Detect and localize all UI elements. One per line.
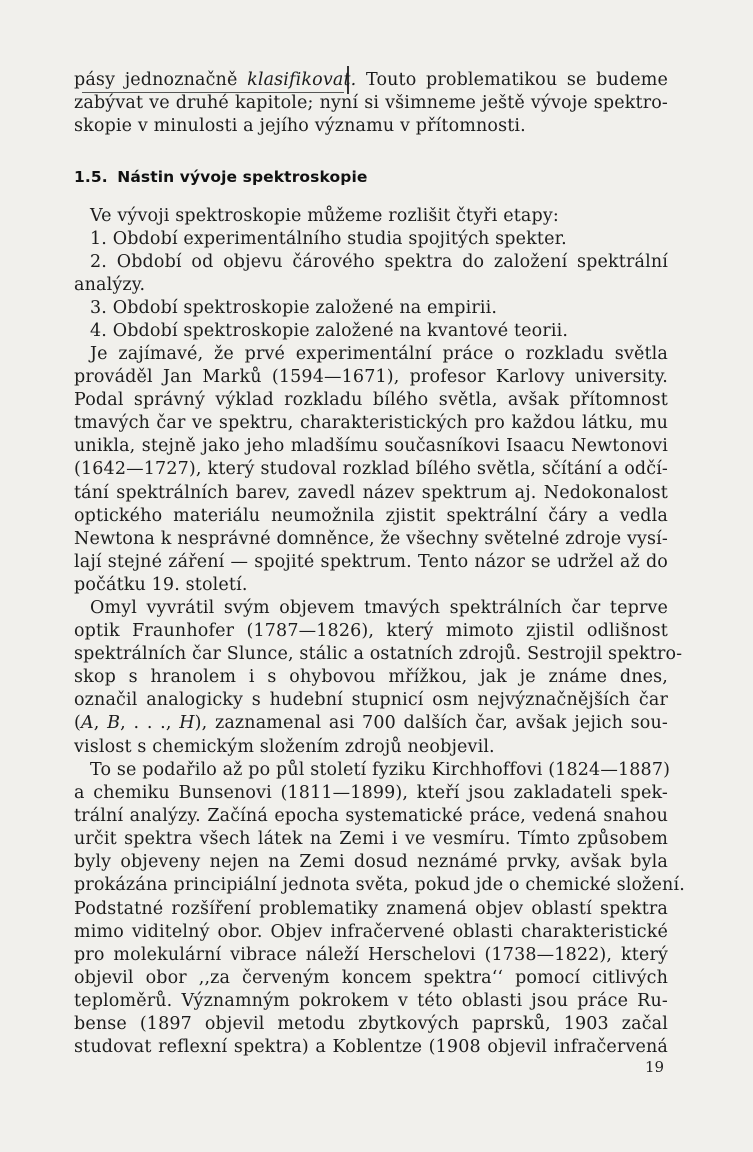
text-line: teploměrů. Významným pokrokem v této oblasti jsou práce Ru- <box>74 990 668 1011</box>
stage-item: 1. Období experimentálního studia spojitých spekter. <box>90 229 567 250</box>
text-line: To se podařilo až po půl století fyziku Kirchhoffovi (1824—1887) <box>90 760 671 780</box>
text-line: lají stejné záření — spojité spektrum. Tento názor se udržel až do <box>74 551 668 572</box>
paragraph-marku <box>74 343 668 597</box>
text-line: vislost s chemickým složením zdrojů neobjevil. <box>74 736 495 757</box>
text-line: skop s hranolem i s ohybovou mřížkou, jak je známe dnes, <box>74 667 668 688</box>
text-line: (1642—1727), který studoval rozklad bílého světla, sčítání a odčí- <box>74 459 668 480</box>
text-line: optického materiálu neumožnila zjistit spektrální čáry a vedla <box>74 505 668 526</box>
text-line: počátku 19. století. <box>74 574 248 595</box>
text-line: optik Fraunhofer (1787—1826), který mimoto zjistil odlišnost <box>74 621 668 642</box>
text-line: skopie v minulosti a jejího významu v přítomnosti. <box>74 116 526 137</box>
text-line: prokázána principiální jednota světa, pokud jde o chemické složení. <box>74 875 685 896</box>
text-line: spektrálních čar Slunce, stálic a ostatních zdrojů. Sestrojil spektro- <box>74 644 683 665</box>
text-line: označil analogicky s hudební stupnicí osm nejvýznačnějších čar <box>74 690 668 711</box>
text-line: tání spektrálních barev, zavedl název spektrum aj. Nedokonalost <box>74 482 668 503</box>
text-line: studovat reflexní spektra) a Koblentze (1908 objevil infračervená <box>74 1037 668 1058</box>
text-line: pásy jednoznačně klasifikovat. Touto problematikou se budeme <box>74 70 668 90</box>
text-line: bense (1897 objevil metodu zbytkových paprsků, 1903 začal <box>74 1014 668 1035</box>
text-line: mimo viditelný obor. Objev infračervené oblasti charakteristické <box>74 921 668 942</box>
italic-letter: H <box>179 713 195 734</box>
section-title: Nástin vývoje spektroskopie <box>117 168 368 186</box>
text-line: pro molekulární vibrace náleží Herschelovi (1738—1822), který <box>74 944 668 965</box>
text-line: zabývat ve druhé kapitole; nyní si všimneme ještě vývoje spektro- <box>74 93 668 114</box>
text-line: (A, B, . . ., H), zaznamenal asi 700 dalších čar, avšak jejich sou- <box>74 713 668 734</box>
text-line: byly objeveny nejen na Zemi dosud neznámé prvky, avšak byla <box>74 852 668 873</box>
text-line: trální analýzy. Začíná epocha systematické práce, vedená snahou <box>74 806 668 827</box>
page-number: 19 <box>645 1058 665 1076</box>
text-line: Je zajímavé, že prvé experimentální práce o rozkladu světla <box>90 344 668 364</box>
section-number: 1.5. <box>74 168 108 186</box>
text-line: Newtona k nesprávné domněnce, že všechny světelné zdroje vysí- <box>74 528 668 549</box>
stage-item: 3. Období spektroskopie založené na empirii. <box>90 298 498 319</box>
text-line: Podstatné rozšíření problematiky znamená objev oblastí spektra <box>74 898 668 919</box>
text-line: tmavých čar ve spektru, charakteristických pro každou látku, mu <box>74 413 668 434</box>
stages-intro: Ve vývoji spektroskopie můžeme rozlišit čtyři etapy: <box>90 206 559 226</box>
text-line: určit spektra všech látek na Zemi i ve vesmíru. Tímto způsobem <box>74 829 668 850</box>
text-line: Podal správný výklad rozkladu bílého světla, avšak přítomnost <box>74 390 668 411</box>
text-line: unikla, stejně jako jeho mladšímu současníkovi Isaacu Newtonovi <box>74 436 668 457</box>
paragraph-kirchhoff <box>74 759 685 1059</box>
text-line: prováděl Jan Marků (1594—1671), profesor Karlovy university. <box>74 367 668 388</box>
italic-letter: A <box>80 713 94 734</box>
section-heading <box>74 168 367 186</box>
intro-paragraph <box>74 69 668 138</box>
stages-block <box>74 205 668 344</box>
text-line: Omyl vyvrátil svým objevem tmavých spektrálních čar teprve <box>90 598 668 618</box>
paragraph-fraunhofer <box>74 597 683 759</box>
stage-item-continuation: analýzy. <box>74 275 146 296</box>
stage-item: 2. Období od objevu čárového spektra do založení spektrální <box>90 252 668 273</box>
stage-item: 4. Období spektroskopie založené na kvantové teorii. <box>90 321 569 342</box>
text-line: objevil obor ,,za červeným koncem spektra‘‘ pomocí citlivých <box>74 967 668 988</box>
text-line: a chemiku Bunsenovi (1811—1899), kteří jsou zakladateli spek- <box>74 783 668 804</box>
italic-word: klasifikovat. <box>247 70 357 90</box>
italic-letter: B <box>107 713 121 734</box>
